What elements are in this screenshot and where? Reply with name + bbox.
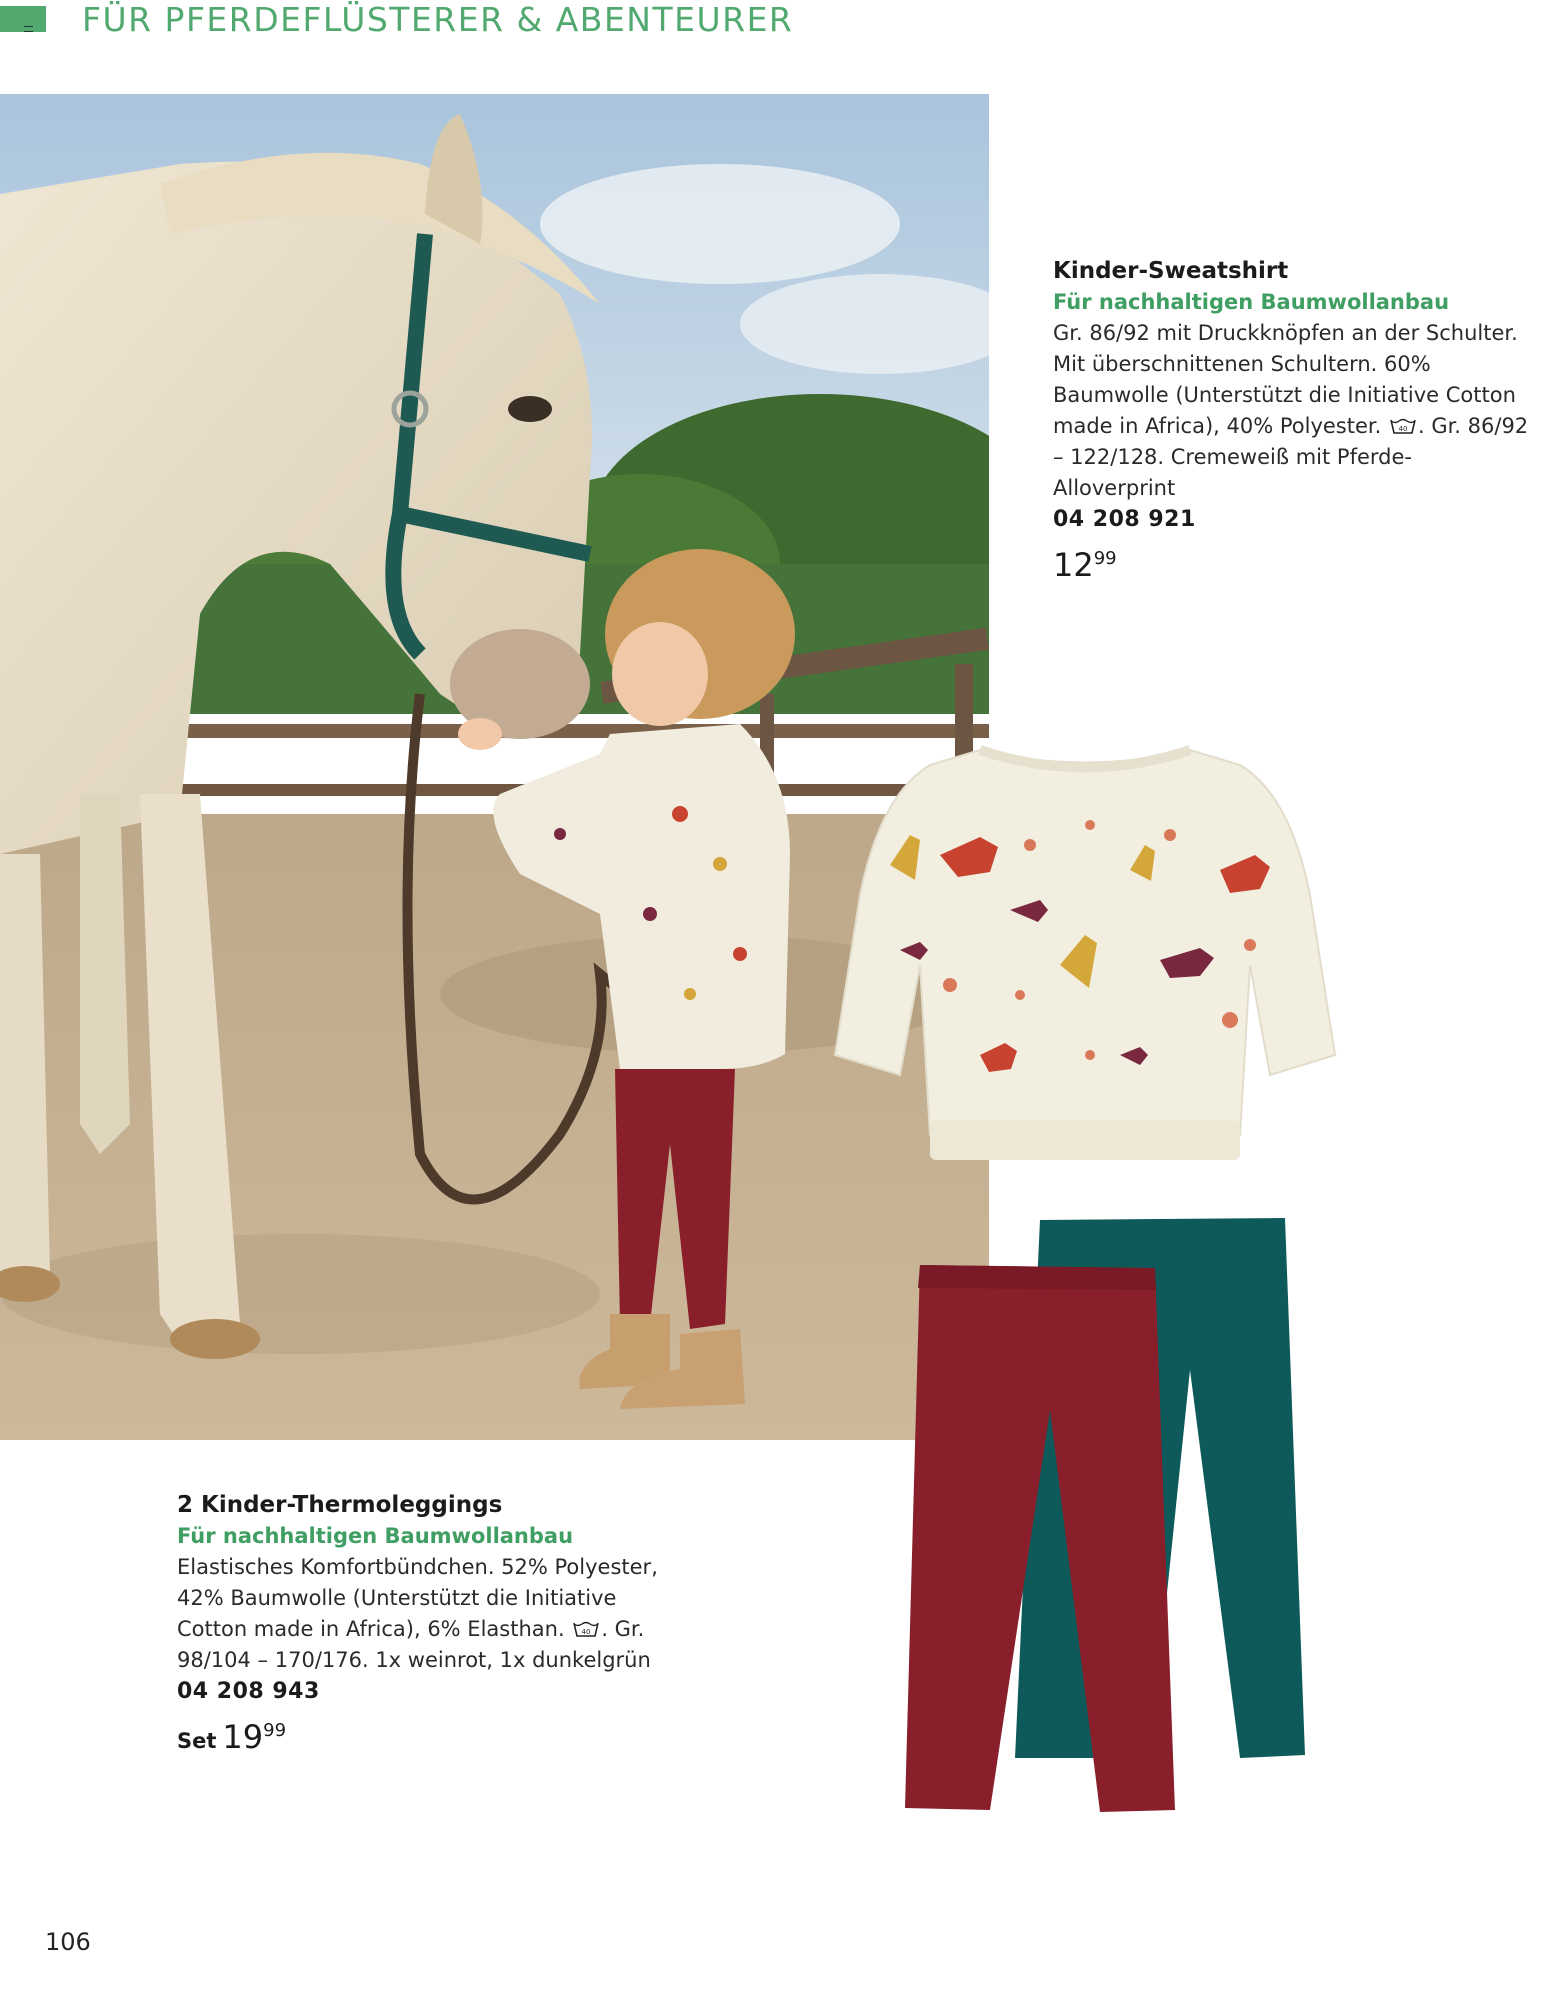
product-description-text: Elastisches Komfortbündchen. 52% Polyester, 42% Baumwolle (Unterstützt die Initiative Cotton made in Africa), 6% Elasthan. <box>177 1555 658 1641</box>
price-euro: 12 <box>1053 546 1094 584</box>
svg-text:40: 40 <box>1398 425 1408 433</box>
price-prefix: Set <box>177 1729 217 1753</box>
leggings-info <box>177 1490 667 1757</box>
price-cent: 99 <box>263 1720 287 1741</box>
product-claim: Für nachhaltigen Baumwollanbau <box>177 1524 574 1548</box>
wash-40-icon <box>573 1621 599 1638</box>
product-claim: Für nachhaltigen Baumwollanbau <box>1053 290 1450 314</box>
page-number: 106 <box>45 1928 91 1956</box>
price-cent: 99 <box>1093 548 1117 569</box>
section-tab-mark <box>24 26 33 32</box>
sweatshirt-info <box>1053 256 1533 585</box>
article-number: 04 208 921 <box>1053 507 1196 532</box>
product-name: 2 Kinder-Thermoleggings <box>177 1492 503 1518</box>
product-description-sizes: . Gr. 86/92 – 122/128. Cremeweiß mit Pferde-Alloverprint <box>1053 414 1529 500</box>
svg-text:40: 40 <box>581 1628 591 1636</box>
product-description-text: Gr. 86/92 mit Druckknöpfen an der Schulter. Mit überschnittenen Schultern. 60% Baumwolle (Unterstützt die Initiative Cotton made in Africa), 40% Polyester. <box>1053 321 1518 438</box>
product-description-sizes: . Gr. 98/104 – 170/176. 1x weinrot, 1x dunkelgrün <box>177 1617 651 1672</box>
section-title: FÜR PFERDEFLÜSTERER & ABENTEURER <box>82 0 794 39</box>
product-description <box>1053 318 1533 504</box>
product-description <box>177 1552 667 1676</box>
leggings-product-image <box>900 1210 1320 1820</box>
wash-40-icon <box>1390 418 1416 435</box>
sweatshirt-product-image <box>830 735 1340 1185</box>
product-name: Kinder-Sweatshirt <box>1053 258 1289 284</box>
article-number: 04 208 943 <box>177 1679 320 1704</box>
section-tab <box>0 6 46 32</box>
price <box>1053 543 1533 585</box>
price-euro: 19 <box>222 1718 264 1756</box>
price <box>177 1715 667 1757</box>
